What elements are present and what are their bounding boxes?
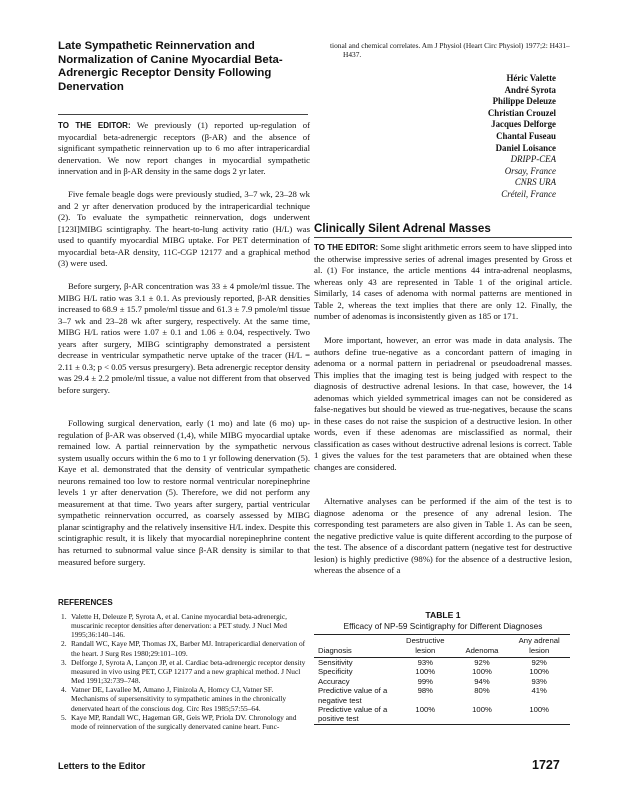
paragraph-6: More important, however, an error was made in data analysis. The authors define true-negative as a concordant pattern of imaging in adenoma or a normal pattern in periadrenal or pseudoadrenal masses. This implies that the imaging test is being judged with respect to the diagnosis of destructive adrenal lesions. In that case, however, the 14 adenomas which yielded symmetrical images can not be considered as false-negatives but should be viewed as true-negatives, because the scans in these cases do not raise the suspicion of a destructive lesion. In other words, even if these adenomas are misclassified as normal, their classification as cases without destructive adrenal lesions is correct. Table 1 gives the values for the test parameters that are obtained when these changes are considered. xyxy=(314,335,572,473)
reference-item: 5. Kaye MP, Randall WC, Hageman GR, Geis WP, Priola DV. Chronology and mode of reinnervation of the surgically denervated canine heart. Func- xyxy=(61,712,297,731)
paragraph-7: Alternative analyses can be performed if the aim of the test is to diagnose adenoma or the presence of any adrenal lesion. The corresponding test parameters are also given in Table 1. As can be seen, the negative predictive value is quite different according to the purpose of the test. The absence of a discordant pattern (negative test for destructive lesion) is highly predictive (98%) for the absence of a destructive lesion, whereas the absence of a xyxy=(314,496,572,576)
paragraph-3: Before surgery, β-AR concentration was 33 ± 4 pmole/ml tissue. The MIBG H/L ratio was 3.1 ± 0.1. As previously reported, β-AR densities increased to 68.9 ± 15.7 pmole/ml tissue and 61.3 ± 7.9 pmole/ml tissue 3–7 wk and 23–28 wk after surgery, respectively. At the same time, MIBG H/L ratios were 1.07 ± 0.1 and 1.06 ± 0.04, respectively. Two years after surgery, MIBG scintigraphy demonstrated a persistent decrease in ventricular sympathetic nerve uptake of the tracer (H/L = 2.11 ± 0.3; p < 0.05 versus presurgery). Beta adrenergic receptor density was 29.4 ± 2.2 pmole/ml tissue, a value not different from that observed before surgery. xyxy=(58,281,310,395)
running-footer: Letters to the Editor xyxy=(58,761,146,771)
affiliation: Orsay, France xyxy=(504,165,556,176)
letter-lead: TO THE EDITOR: xyxy=(314,243,379,252)
table-label: TABLE 1 xyxy=(425,610,461,620)
affiliation: Créteil, France xyxy=(501,188,556,199)
table-row: Predictive value of a negative test 98% 80% 41% xyxy=(318,686,547,705)
section-title: Clinically Silent Adrenal Masses xyxy=(314,222,491,235)
paragraph-4: Following surgical denervation, early (1 mo) and late (6 mo) up-regulation of β-AR was observed (1,4), while MIBG myocardial uptake remained low. A partial reinnervation by the sympathetic nervous system usually occurs within the 6 mo to 1 yr following denervation (5). Kaye et al. demonstrated that the density of ventricular sympathetic neurons remained too low to restore normal ventricular norepinephrine levels 1 yr after denervation (5). Therefore, we did not perform any measurement at that time. Two years after surgery, partial ventricular sympathetic reinnervation occurred, as coarsely assessed by MIBG planar scintigraphy and the relatively insensitive H/L index. Despite this scintigraphic result, it is likely that myocardial norepinephrine content has returned to subnormal value since β-AR density is similar to that measured before surgery. xyxy=(58,418,310,567)
section-divider xyxy=(314,237,572,238)
signature-block xyxy=(440,73,556,201)
author-name: Jacques Delforge xyxy=(491,119,556,130)
reference-item: 3. Delforge J, Syrota A, Lançon JP, et al. Cardiac beta-adrenergic receptor density measured in vivo using PET, CGP 12177 and a new graphical method. J Nucl Med 1991;32:739–748. xyxy=(61,657,306,686)
references-heading: REFERENCES xyxy=(58,598,113,607)
paragraph-1-text: We previously (1) reported up-regulation of myocardial beta-adrenergic receptors (β-AR) and the absence of significant sympathetic reinnervation up to 6 mo after intrapericardial denervation. We now report changes in myocardial sympathetic innervation and in β-AR density in the same dogs 2 yr later. xyxy=(58,120,310,177)
reference-item: 2. Randall WC, Kaye MP, Thomas JX, Barber MJ. Intrapericardial denervation of the heart. J Surg Res 1980;29:101–109. xyxy=(61,639,306,658)
table-row: Predictive value of a positive test 100% 100% 100% xyxy=(314,705,570,724)
column-header: Adenoma xyxy=(465,645,499,655)
reference-item: 1. Valette H, Deleuze P, Syrota A, et al. Canine myocardial beta-adrenergic, muscarinic receptor densities after denervation: a PET study. J Nucl Med 1995;36:140–146. xyxy=(61,612,287,640)
table-row: Accuracy 99% 94% 93% xyxy=(318,676,547,686)
affiliation: CNRS URA xyxy=(514,177,556,188)
efficacy-table xyxy=(314,634,570,725)
table-caption: Efficacy of NP-59 Scintigraphy for Different Diagnoses xyxy=(343,621,543,631)
table-row: Sensitivity 93% 92% 92% xyxy=(318,658,547,667)
title-divider xyxy=(58,114,308,115)
paragraph-1 xyxy=(58,120,310,178)
column-header: Diagnosis xyxy=(318,645,352,655)
affiliation: DRIPP-CEA xyxy=(510,154,556,165)
reference-continued: tional and chemical correlates. Am J Physiol (Heart Circ Physiol) 1977;2: H431–H437. xyxy=(330,41,570,60)
author-name: André Syrota xyxy=(504,84,556,95)
author-name: Héric Valette xyxy=(506,73,556,83)
paragraph-5 xyxy=(314,242,572,323)
author-name: Philippe Deleuze xyxy=(492,96,556,107)
table-row: Specificity 100% 100% 100% xyxy=(318,667,550,677)
table-header-row xyxy=(314,635,570,658)
paragraph-5-text: Some slight arithmetic errors seem to have slipped into the otherwise impressive series of adrenal images presented by Gross et al. (1) For instance, the article mentions 44 intra-adrenal neoplasms, whereas only 43 are represented in Table 1 of the original article. Similarly, 14 cases of adenoma with normal patterns are mentioned in Table 2, whereas the text implies that there are only 12. Finally, the number of adenomas is inconsistently given as 185 or 171. xyxy=(314,242,572,322)
column-header: Any adrenal lesion xyxy=(518,636,560,655)
paragraph-2: Five female beagle dogs were previously studied, 3–7 wk, 23–28 wk and 2 yr after denervation produced by the intrapericardial technique (2). To evaluate the sympathetic reinnervation, dogs underwent [123I]MIBG scintigraphy. The heart-to-lung activity ratio (H/L) was used to quantify myocardial MIBG uptake. For PET determination of myocardial beta-AR density, 11C-CGP 12177 and a graphical method (3) were used. xyxy=(58,189,310,269)
author-name: Chantal Fuseau xyxy=(496,130,556,141)
column-header: Destructive lesion xyxy=(406,636,445,655)
author-name: Daniel Loisance xyxy=(495,142,556,153)
page-number: 1727 xyxy=(532,758,560,772)
author-name: Christian Crouzel xyxy=(487,107,556,118)
reference-item: 4. Vatner DE, Lavallee M, Amano J, Finizola A, Homcy CJ, Vatner SF. Mechanisms of supersensitivity to sympathetic amines in the chronically denervated heart of the conscious dog. Circ Res 1985;57:55–64. xyxy=(61,685,287,713)
reference-list xyxy=(58,612,308,731)
article-title: Late Sympathetic Reinnervation and Normalization of Canine Myocardial Beta-Adrenergic Receptor Density Following Denervation xyxy=(58,40,283,93)
letter-lead: TO THE EDITOR: xyxy=(58,121,131,130)
